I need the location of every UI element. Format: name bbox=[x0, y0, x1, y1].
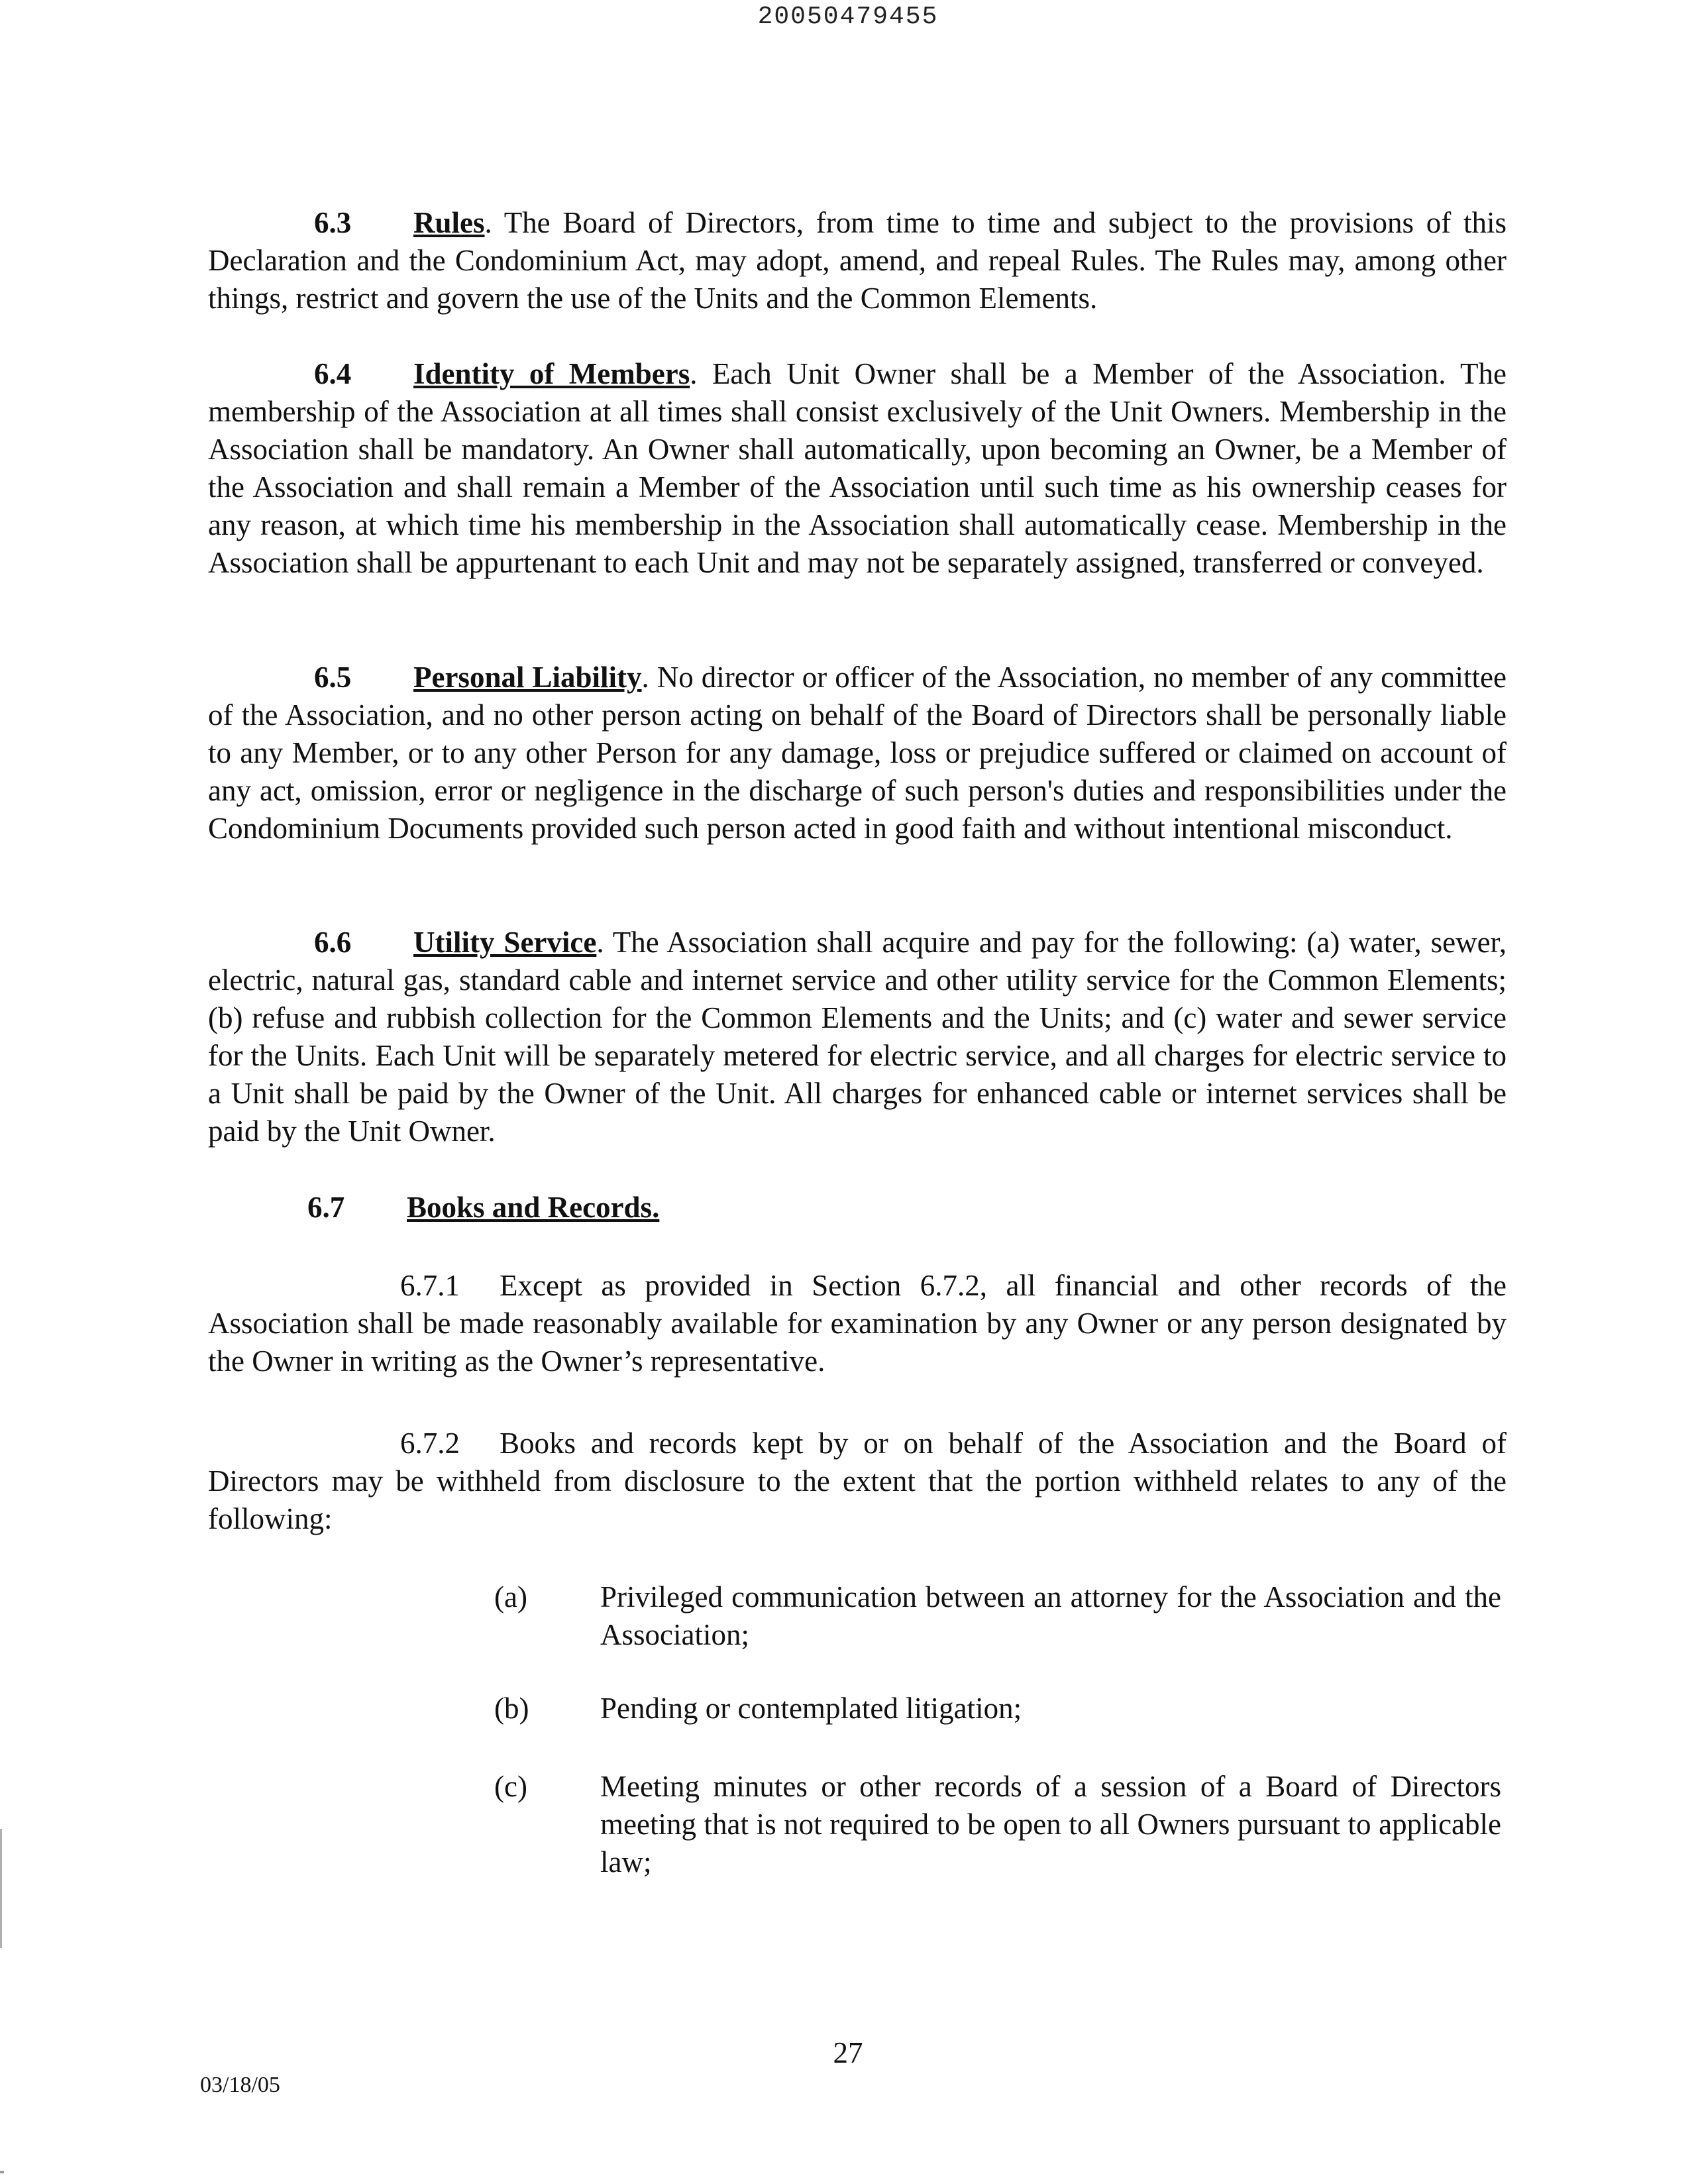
section-text: . The Association shall acquire and pay for the following: (a) water, sewer, electric, natural gas, standard cable and internet service and other utility service for the Common Elements; (b) refuse and rubbish collection for the Common Elements and the Units; and (c) water and sewer service for the Units. Each Unit will be separately metered for electric service, and all charges for electric service to a Unit shall be paid by the Owner of the Unit. All charges for enhanced cable or internet services shall be paid by the Unit Owner. bbox=[208, 926, 1507, 1148]
section-heading: Utility Service bbox=[413, 926, 597, 959]
section-number: 6.7 bbox=[307, 1191, 345, 1224]
list-item-text: Pending or contemplated litigation; bbox=[600, 1692, 1022, 1725]
section-number: 6.3 bbox=[314, 206, 352, 239]
section-number: 6.6 bbox=[314, 926, 352, 959]
section-text: . No director or officer of the Association, no member of any committee of the Association, and no other person acting on behalf of the Board of Directors shall be personally liable to any Member, or to any other Person for any damage, loss or prejudice suffered or claimed on account of any act, omission, error or negligence in the discharge of such person's duties and responsibilities under the Condominium Documents provided such person acted in good faith and without intentional misconduct. bbox=[208, 661, 1507, 845]
list-item bbox=[494, 1690, 1501, 1727]
scan-edge-mark bbox=[0, 2171, 4, 2173]
section-6-3 bbox=[208, 204, 1507, 317]
list-item-text: Privileged communication between an attorney for the Association and the Association; bbox=[600, 1580, 1501, 1651]
section-6-7 bbox=[307, 1189, 659, 1227]
section-6-7-1 bbox=[208, 1267, 1507, 1380]
footer-date: 03/18/05 bbox=[200, 2073, 280, 2097]
subsection-number: 6.7.1 bbox=[400, 1269, 460, 1302]
section-number: 6.5 bbox=[314, 661, 352, 694]
section-6-4 bbox=[208, 355, 1507, 582]
scan-edge-mark bbox=[0, 1829, 2, 1948]
list-item bbox=[494, 1578, 1501, 1654]
document-number: 20050479455 bbox=[757, 3, 939, 31]
list-item-text: Meeting minutes or other records of a session of a Board of Directors meeting that is not required to be open to all Owners pursuant to applicable law; bbox=[600, 1770, 1501, 1879]
section-number: 6.4 bbox=[314, 357, 352, 390]
section-6-6 bbox=[208, 924, 1507, 1150]
list-item-label: (c) bbox=[494, 1770, 527, 1803]
section-heading: Personal Liability bbox=[413, 661, 642, 694]
subsection-text: Except as provided in Section 6.7.2, all financial and other records of the Association shall be made reasonably available for examination by any Owner or any person designated by the Owner in writing as the Owner’s representative. bbox=[208, 1269, 1507, 1378]
list-item bbox=[494, 1768, 1501, 1881]
section-text: . The Board of Directors, from time to time and subject to the provisions of this Declaration and the Condominium Act, may adopt, amend, and repeal Rules. The Rules may, among other things, restrict and govern the use of the Units and the Common Elements. bbox=[208, 206, 1507, 315]
section-text: . Each Unit Owner shall be a Member of the Association. The membership of the Association at all times shall consist exclusively of the Unit Owners. Membership in the Association shall be mandatory. An Owner shall automatically, upon becoming an Owner, be a Member of the Association and shall remain a Member of the Association until such time as his ownership ceases for any reason, at which time his membership in the Association shall automatically cease. Membership in the Association shall be appurtenant to each Unit and may not be separately assigned, transferred or conveyed. bbox=[208, 357, 1507, 579]
page-number: 27 bbox=[833, 2036, 863, 2069]
section-6-5 bbox=[208, 659, 1507, 847]
section-heading: Identity of Members bbox=[413, 357, 690, 390]
subsection-number: 6.7.2 bbox=[400, 1427, 460, 1460]
list-item-label: (b) bbox=[494, 1692, 529, 1725]
section-heading: Books and Records. bbox=[407, 1191, 660, 1224]
list-item-label: (a) bbox=[494, 1580, 527, 1613]
section-6-7-2 bbox=[208, 1425, 1507, 1538]
subsection-text: Books and records kept by or on behalf of the Association and the Board of Directors may be withheld from disclosure to the extent that the portion withheld relates to any of the following: bbox=[208, 1427, 1507, 1535]
section-heading: Rules bbox=[413, 206, 485, 239]
